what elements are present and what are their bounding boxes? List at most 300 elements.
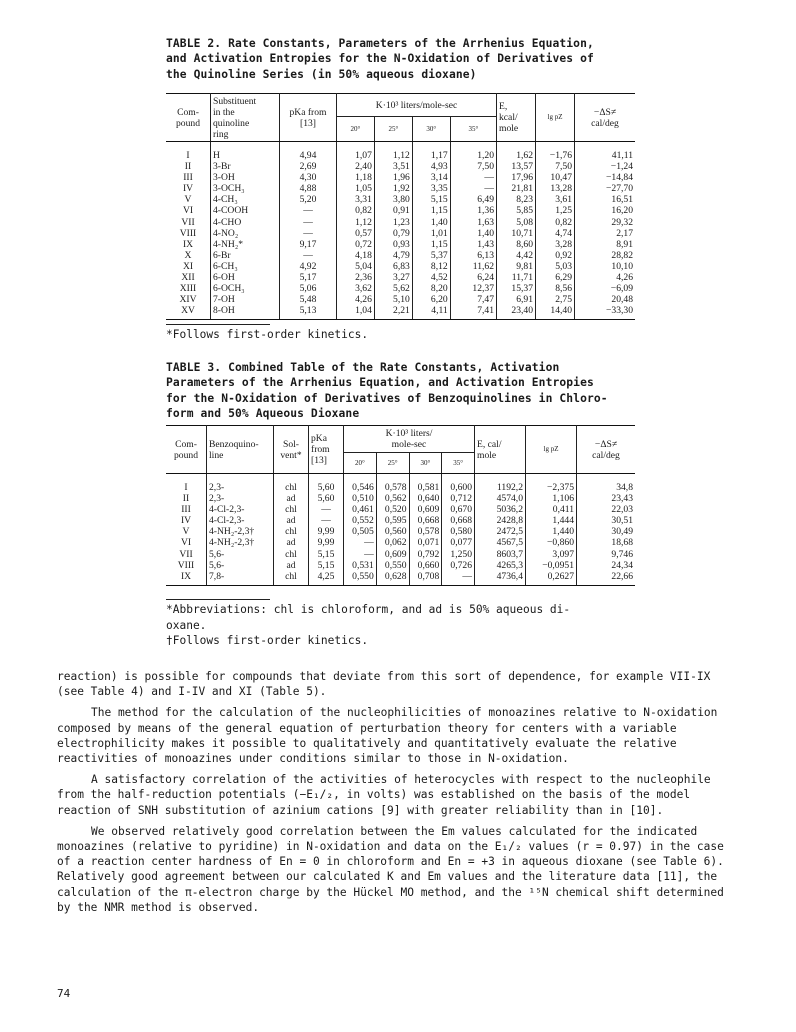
table-cell: X xyxy=(184,249,192,261)
table-cell: 1,96 xyxy=(374,172,412,183)
table-cell: 30,49 xyxy=(577,526,636,537)
table-cell: ad xyxy=(274,537,309,548)
table-cell: XI xyxy=(182,260,194,272)
table-cell: 0,411 xyxy=(526,504,577,515)
table-cell: 1,40 xyxy=(412,217,450,228)
t3-header-benzoquinoline: Benzoquino- line xyxy=(207,426,274,474)
table-cell: 4,92 xyxy=(280,261,337,272)
table-cell: 3,31 xyxy=(337,194,375,205)
table-cell: — xyxy=(280,228,337,239)
table-cell: 0,062 xyxy=(376,537,409,548)
table-row xyxy=(166,172,635,183)
table-cell: 5,03 xyxy=(536,261,575,272)
table-cell: 4,52 xyxy=(412,272,450,283)
t2-header-ds: −ΔS≠ cal/deg xyxy=(575,94,636,142)
table-cell: 23,43 xyxy=(577,493,636,504)
table-cell: 1,62 xyxy=(497,142,536,162)
table-cell: ad xyxy=(274,560,309,571)
table-cell: 3,14 xyxy=(412,172,450,183)
table-cell: 1,440 xyxy=(526,526,577,537)
table-cell: 0,077 xyxy=(442,537,475,548)
table-cell: 0,560 xyxy=(376,526,409,537)
table-cell: 5036,2 xyxy=(475,504,526,515)
table-cell: IV xyxy=(180,515,192,527)
table-cell: 1,01 xyxy=(412,228,450,239)
table-cell: 4-COOH xyxy=(211,205,280,216)
table-cell: 9,99 xyxy=(309,526,344,537)
table-cell: 4,42 xyxy=(497,250,536,261)
table-row xyxy=(166,283,635,294)
footnote-rule xyxy=(166,324,270,325)
table-cell: VI xyxy=(182,205,194,217)
t3-header-e: E, cal/ mole xyxy=(475,426,526,474)
table-cell: 3,35 xyxy=(412,183,450,194)
table-cell: 5,15 xyxy=(412,194,450,205)
table-row xyxy=(166,239,635,250)
table-cell: 1,92 xyxy=(374,183,412,194)
table-cell: 2,36 xyxy=(337,272,375,283)
table-cell: 23,40 xyxy=(497,305,536,320)
t2-header-substituent: Substituent in the quinoline ring xyxy=(211,94,280,142)
table-cell: 0,72 xyxy=(337,239,375,250)
table-cell: 8,91 xyxy=(575,239,636,250)
table-cell: 3,097 xyxy=(526,549,577,560)
table-cell: 8,20 xyxy=(412,283,450,294)
table-cell: 3-OCH₃ xyxy=(211,183,280,194)
table-cell: 0,578 xyxy=(409,526,442,537)
table-cell: 6-CH₃ xyxy=(211,261,280,272)
table-cell: — xyxy=(280,250,337,261)
table-cell: VIII xyxy=(177,559,195,571)
table-cell: chl xyxy=(274,526,309,537)
table-cell: 13,28 xyxy=(536,183,575,194)
table-cell: III xyxy=(183,172,193,184)
table-cell: 4-NH₂-2,3† xyxy=(207,537,274,548)
table-cell: chl xyxy=(274,571,309,586)
table-cell: 0,595 xyxy=(376,515,409,526)
table-cell: 8-OH xyxy=(211,305,280,320)
table-row xyxy=(166,504,635,515)
table-cell: −27,70 xyxy=(575,183,636,194)
t2-header-lgpz: lg pZ xyxy=(536,94,575,142)
table-cell: 0,712 xyxy=(442,493,475,504)
table-cell: 10,10 xyxy=(575,261,636,272)
table-cell: 5,20 xyxy=(280,194,337,205)
table-cell: 6,29 xyxy=(536,272,575,283)
t3-header-lgpz: lg pZ xyxy=(526,426,577,474)
table-cell: 1,12 xyxy=(337,217,375,228)
table-cell: 1,25 xyxy=(536,205,575,216)
table-cell: 2,21 xyxy=(374,305,412,320)
table-cell: 0,071 xyxy=(409,537,442,548)
table-cell: VII xyxy=(179,548,193,560)
table-cell: 2,69 xyxy=(280,161,337,172)
table-cell: 11,62 xyxy=(450,261,496,272)
t2-header-temp: 25° xyxy=(374,117,412,142)
table-cell: 4,94 xyxy=(280,142,337,162)
table-cell: 8603,7 xyxy=(475,549,526,560)
table-cell: — xyxy=(450,183,496,194)
table-cell: 4-CH₃ xyxy=(211,194,280,205)
table-row xyxy=(166,571,635,586)
table-cell: ad xyxy=(274,515,309,526)
table-cell: — xyxy=(309,504,344,515)
table-cell: 1,15 xyxy=(412,205,450,216)
table-cell: 4567,5 xyxy=(475,537,526,548)
table-cell: 3,80 xyxy=(374,194,412,205)
table-cell: II xyxy=(184,161,192,173)
table-cell: 0,581 xyxy=(409,474,442,494)
table-cell: 3,62 xyxy=(337,283,375,294)
table-cell: 3,28 xyxy=(536,239,575,250)
table-cell: 2472,5 xyxy=(475,526,526,537)
table-cell: −0,0951 xyxy=(526,560,577,571)
table-cell: −33,30 xyxy=(575,305,636,320)
table-row xyxy=(166,272,635,283)
t2-header-temp: 20° xyxy=(337,117,375,142)
table-row xyxy=(166,217,635,228)
table-cell: — xyxy=(344,549,377,560)
table-cell: 5,04 xyxy=(337,261,375,272)
table-cell: 2,75 xyxy=(536,294,575,305)
t2-header-pka: pKa from [13] xyxy=(280,94,337,142)
table-cell: 0,510 xyxy=(344,493,377,504)
table-cell: 8,60 xyxy=(497,239,536,250)
table-cell: 9,99 xyxy=(309,537,344,548)
table-cell: 3-OH xyxy=(211,172,280,183)
table-cell: 24,34 xyxy=(577,560,636,571)
paragraph: A satisfactory correlation of the activities of heterocycles with respect to the nucleophile from the half-reduction potentials (−E₁/₂, in volts) was established on the basis of the model reaction of SNH substitution of azinium cations [9] with greater reliability than in [10]. xyxy=(57,773,711,817)
table-cell: 9,81 xyxy=(497,261,536,272)
table-cell: −1,76 xyxy=(536,142,575,162)
table2-footnote: *Follows first-order kinetics. xyxy=(166,328,369,341)
table-cell: 4,26 xyxy=(575,272,636,283)
table-cell: 21,81 xyxy=(497,183,536,194)
table-cell: 1,07 xyxy=(337,142,375,162)
table-cell: 8,23 xyxy=(497,194,536,205)
table-cell: 1,106 xyxy=(526,493,577,504)
table-cell: IV xyxy=(182,183,194,195)
table-cell: 1,05 xyxy=(337,183,375,194)
table-cell: 6,13 xyxy=(450,250,496,261)
table-cell: 10,71 xyxy=(497,228,536,239)
table-cell: 13,57 xyxy=(497,161,536,172)
table-cell: 5,85 xyxy=(497,205,536,216)
table-cell: 0,609 xyxy=(376,549,409,560)
t3-header-k: K·10³ liters/ mole-sec xyxy=(344,426,475,453)
table-cell: 5,06 xyxy=(280,283,337,294)
table-cell: 4,26 xyxy=(337,294,375,305)
table-cell: 11,71 xyxy=(497,272,536,283)
table-cell: XIII xyxy=(179,283,197,295)
table-row xyxy=(166,228,635,239)
table-cell: 0,562 xyxy=(376,493,409,504)
table-row xyxy=(166,493,635,504)
paragraph: The method for the calculation of the nucleophilicities of monoazines relative to N-oxidation composed by means of the general equation of perturbation theory for centers with a variable electrophilicity makes it possible to qualitatively and quantitatively evaluate the relative reactivities of monoazines under conditions similar to those in N-oxidation. xyxy=(57,706,718,766)
table-cell: 34,8 xyxy=(577,474,636,494)
table-cell: 22,66 xyxy=(577,571,636,586)
table-cell: 4265,3 xyxy=(475,560,526,571)
table-cell: chl xyxy=(274,474,309,494)
table-cell: 0,57 xyxy=(337,228,375,239)
table-cell: 30,51 xyxy=(577,515,636,526)
table-cell: VIII xyxy=(179,227,197,239)
table-cell: 2428,8 xyxy=(475,515,526,526)
table-cell: — xyxy=(344,537,377,548)
t3-header-ds: −ΔS≠ cal/deg xyxy=(577,426,636,474)
table-cell: 0,2627 xyxy=(526,571,577,586)
page-number: 74 xyxy=(57,987,71,1000)
table-cell: 12,37 xyxy=(450,283,496,294)
table-cell: XII xyxy=(181,272,195,284)
table-cell: 1,36 xyxy=(450,205,496,216)
t3-header-pka: pKa from [13] xyxy=(309,426,344,474)
table-cell: 6-Br xyxy=(211,250,280,261)
table-cell: 0,578 xyxy=(376,474,409,494)
table-cell: 1,23 xyxy=(374,217,412,228)
table-cell: 1,15 xyxy=(412,239,450,250)
table-cell: 0,550 xyxy=(376,560,409,571)
table3-caption: TABLE 3. Combined Table of the Rate Constants, Activation Parameters of the Arrhenius Equation, and Activation Entropies for the N-Oxidation of Derivatives of Benzoquinolines in Chloro- form and 50% Aqueous Dioxane xyxy=(166,361,608,421)
table2-caption: TABLE 2. Rate Constants, Parameters of the Arrhenius Equation, and Activation Entropies for the N-Oxidation of Derivatives of the Quinoline Series (in 50% aqueous dioxane) xyxy=(166,37,594,81)
table-cell: 2,17 xyxy=(575,228,636,239)
table-cell: 29,32 xyxy=(575,217,636,228)
table-cell: 6,20 xyxy=(412,294,450,305)
table-cell: — xyxy=(280,217,337,228)
table-cell: 18,68 xyxy=(577,537,636,548)
table-cell: 0,580 xyxy=(442,526,475,537)
table3-footnote-kinetics: †Follows first-order kinetics. xyxy=(166,634,369,647)
table-cell: 5,37 xyxy=(412,250,450,261)
table-row xyxy=(166,250,635,261)
table-cell: IX xyxy=(182,238,194,250)
table-cell: VI xyxy=(180,537,192,549)
table-cell: 16,51 xyxy=(575,194,636,205)
table3-footnote-abbreviations: *Abbreviations: chl is chloroform, and ad is 50% aqueous di- oxane. xyxy=(166,603,571,632)
table-cell: 5,6- xyxy=(207,560,274,571)
table-cell: — xyxy=(280,205,337,216)
table-cell: 15,37 xyxy=(497,283,536,294)
table-cell: 7,50 xyxy=(536,161,575,172)
table-row xyxy=(166,161,635,172)
table-cell: 0,792 xyxy=(409,549,442,560)
table-cell: 1,20 xyxy=(450,142,496,162)
table-cell: 6-OH xyxy=(211,272,280,283)
table-cell: V xyxy=(182,526,190,538)
t2-header-temp: 30° xyxy=(412,117,450,142)
table-cell: 5,60 xyxy=(309,493,344,504)
table-cell: 1,18 xyxy=(337,172,375,183)
table-cell: 0,670 xyxy=(442,504,475,515)
table-cell: 5,17 xyxy=(280,272,337,283)
footnote-rule xyxy=(166,599,270,600)
table-cell: 7,50 xyxy=(450,161,496,172)
table-cell: 4,93 xyxy=(412,161,450,172)
table-cell: −1,24 xyxy=(575,161,636,172)
table-cell: 2,3- xyxy=(207,474,274,494)
table-cell: 6,24 xyxy=(450,272,496,283)
table-cell: 10,47 xyxy=(536,172,575,183)
table-cell: — xyxy=(450,172,496,183)
table-cell: — xyxy=(442,571,475,586)
table-row xyxy=(166,549,635,560)
t3-header-temp: 25° xyxy=(376,453,409,474)
table-cell: 22,03 xyxy=(577,504,636,515)
t3-header-compound: Com- pound xyxy=(166,426,207,474)
table-cell: 14,40 xyxy=(536,305,575,320)
table-row xyxy=(166,515,635,526)
table-cell: 20,48 xyxy=(575,294,636,305)
table-cell: chl xyxy=(274,504,309,515)
table-row xyxy=(166,194,635,205)
table-cell: 0,531 xyxy=(344,560,377,571)
table-cell: 0,505 xyxy=(344,526,377,537)
table-cell: 4736,4 xyxy=(475,571,526,586)
table3 xyxy=(166,425,635,586)
table-cell: 0,461 xyxy=(344,504,377,515)
table-cell: 9,17 xyxy=(280,239,337,250)
table-cell: 1,63 xyxy=(450,217,496,228)
table-cell: 9,746 xyxy=(577,549,636,560)
table-cell: 1,12 xyxy=(374,142,412,162)
table-cell: V xyxy=(184,194,192,206)
t3-header-solvent: Sol- vent* xyxy=(274,426,309,474)
table-cell: 0,600 xyxy=(442,474,475,494)
table-cell: I xyxy=(186,150,190,161)
table-cell: 7-OH xyxy=(211,294,280,305)
table-cell: 0,640 xyxy=(409,493,442,504)
table-cell: 0,668 xyxy=(409,515,442,526)
table-cell: 5,62 xyxy=(374,283,412,294)
table-cell: 0,520 xyxy=(376,504,409,515)
table-cell: 4,74 xyxy=(536,228,575,239)
table-cell: 8,12 xyxy=(412,261,450,272)
table-cell: 0,628 xyxy=(376,571,409,586)
table-cell: 3,61 xyxy=(536,194,575,205)
t2-header-compound: Com- pound xyxy=(166,94,211,142)
table-cell: 4574,0 xyxy=(475,493,526,504)
table-cell: 0,91 xyxy=(374,205,412,216)
table-cell: XIV xyxy=(179,294,197,306)
table-row xyxy=(166,261,635,272)
table-cell: 0,609 xyxy=(409,504,442,515)
table-cell: 1,17 xyxy=(412,142,450,162)
table-cell: 3-Br xyxy=(211,161,280,172)
table-cell: 41,11 xyxy=(575,142,636,162)
table-cell: 0,552 xyxy=(344,515,377,526)
table-cell: 4,11 xyxy=(412,305,450,320)
table-row xyxy=(166,537,635,548)
table-cell: 17,96 xyxy=(497,172,536,183)
t2-header-temp: 35° xyxy=(450,117,496,142)
t3-header-temp: 30° xyxy=(409,453,442,474)
table-cell: ad xyxy=(274,493,309,504)
t3-header-temp: 20° xyxy=(344,453,377,474)
table-cell: 0,92 xyxy=(536,250,575,261)
table-cell: −14,84 xyxy=(575,172,636,183)
body-text xyxy=(57,669,737,921)
table-cell: 5,6- xyxy=(207,549,274,560)
table-cell: H xyxy=(211,142,280,162)
table-cell: 5,08 xyxy=(497,217,536,228)
table-cell: 4,25 xyxy=(309,571,344,586)
t2-header-k: K·10³ liters/mole-sec xyxy=(337,94,497,117)
table-cell: 5,15 xyxy=(309,560,344,571)
table-cell: 5,10 xyxy=(374,294,412,305)
table-cell: 3,51 xyxy=(374,161,412,172)
table-cell: 7,8- xyxy=(207,571,274,586)
table-cell: — xyxy=(309,515,344,526)
t2-header-e: E, kcal/ mole xyxy=(497,94,536,142)
table3-footnotes xyxy=(166,602,636,649)
table-cell: 4-Cl-2,3- xyxy=(207,504,274,515)
table-cell: −0,860 xyxy=(526,537,577,548)
table-cell: 5,60 xyxy=(309,474,344,494)
table-cell: 6,49 xyxy=(450,194,496,205)
table-cell: 6,83 xyxy=(374,261,412,272)
table-cell: −2,375 xyxy=(526,474,577,494)
table-cell: 2,40 xyxy=(337,161,375,172)
table-row xyxy=(166,294,635,305)
table-cell: 4,18 xyxy=(337,250,375,261)
table-row xyxy=(166,526,635,537)
table-cell: 8,56 xyxy=(536,283,575,294)
table-cell: 0,726 xyxy=(442,560,475,571)
table-cell: 7,41 xyxy=(450,305,496,320)
table-cell: 4-Cl-2,3- xyxy=(207,515,274,526)
table-cell: 0,660 xyxy=(409,560,442,571)
table-cell: 0,82 xyxy=(337,205,375,216)
paragraph: We observed relatively good correlation between the Em values calculated for the indicated monoazines (relative to pyridine) in N-oxidation and data on the E₁/₂ values (r = 0.97) in the case of a reaction center hardness of En = 0 in chloroform and En = +3 in aqueous dioxane (see Table 6). Relatively good agreement between our calculated K and Em values and the literature data [11], the calculation of the π-electron charge by the Hückel MO method, and the ¹⁵N chemical shift determined by the NMR method is observed. xyxy=(57,824,724,914)
table-cell: 2,3- xyxy=(207,493,274,504)
table-cell: 0,79 xyxy=(374,228,412,239)
table-cell: 0,550 xyxy=(344,571,377,586)
table-cell: 1,444 xyxy=(526,515,577,526)
table-row xyxy=(166,142,635,162)
table-cell: 1192,2 xyxy=(475,474,526,494)
table-cell: 1,43 xyxy=(450,239,496,250)
table-cell: III xyxy=(181,504,191,516)
table-cell: 3,27 xyxy=(374,272,412,283)
table-row xyxy=(166,183,635,194)
table-cell: IX xyxy=(166,571,207,586)
table-cell: 5,13 xyxy=(280,305,337,320)
t3-header-temp: 35° xyxy=(442,453,475,474)
table-cell: 16,20 xyxy=(575,205,636,216)
table-cell: 4,79 xyxy=(374,250,412,261)
table-cell: 4-NH₂-2,3† xyxy=(207,526,274,537)
table-cell: 1,40 xyxy=(450,228,496,239)
table-cell: 4,88 xyxy=(280,183,337,194)
table-cell: 1,250 xyxy=(442,549,475,560)
table-cell: 0,708 xyxy=(409,571,442,586)
table-cell: 0,93 xyxy=(374,239,412,250)
table-row xyxy=(166,560,635,571)
table-cell: 5,15 xyxy=(309,549,344,560)
table-cell: 6,91 xyxy=(497,294,536,305)
paragraph: reaction) is possible for compounds that deviate from this sort of dependence, for example VII-IX (see Table 4) and I-IV and XI (Table 5). xyxy=(57,670,711,699)
table2 xyxy=(166,93,635,320)
table-cell: 4,30 xyxy=(280,172,337,183)
table-cell: 5,48 xyxy=(280,294,337,305)
table-cell: 0,546 xyxy=(344,474,377,494)
table-cell: 0,668 xyxy=(442,515,475,526)
table-cell: 4-NO₂ xyxy=(211,228,280,239)
table-cell: II xyxy=(182,493,190,505)
table-cell: −6,09 xyxy=(575,283,636,294)
table-cell: VII xyxy=(181,216,195,228)
table-row xyxy=(166,205,635,216)
